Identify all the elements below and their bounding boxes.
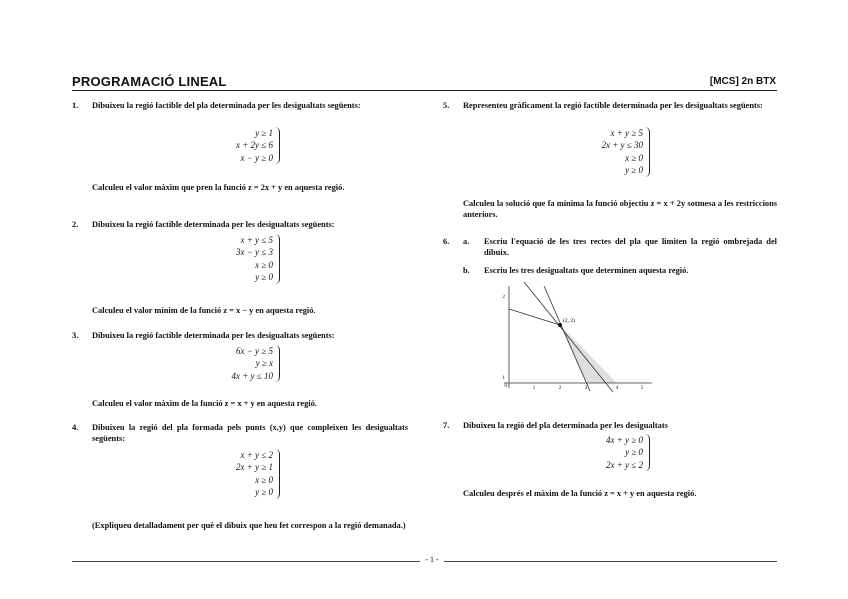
problem-6b-text: Escriu les tres desigualtats que determinen aquesta regió.: [484, 266, 689, 275]
problem-7-number: 7.: [443, 421, 450, 430]
inequality: 3x − y ≤ 3: [235, 247, 273, 258]
problem-2-system: [200, 234, 280, 284]
x-tick-label: 2: [558, 386, 562, 391]
problem-1-system: [200, 127, 280, 164]
problem-6-graph: [490, 282, 656, 394]
problem-4-number: 4.: [72, 423, 79, 432]
y-tick-label: 1: [502, 376, 505, 381]
line-left: [544, 286, 590, 391]
problem-5-question: Calculeu la solució que fa mínima la funció objectiu z = x + 2y sotmesa a les restriccions anteriors.: [463, 199, 777, 219]
problem-5-text: Representeu gràficament la regió factible determinada per les desigualtats següents:: [463, 101, 763, 110]
problem-1-number: 1.: [72, 101, 79, 110]
problem-4-system: [200, 449, 280, 499]
problem-5-number: 5.: [443, 101, 450, 110]
inequality: x ≥ 0: [625, 152, 643, 163]
inequality: y ≥ 0: [255, 272, 273, 283]
page-number: - 1 -: [425, 555, 439, 564]
inequality: 4x + y ≥ 0: [605, 435, 643, 445]
inequality: 2x + y ≤ 30: [601, 140, 643, 151]
problem-3-system: [200, 345, 280, 382]
inequality: x − y ≥ 0: [240, 152, 273, 163]
problem-3-question: Calculeu el valor màxim de la funció z = x + y en aquesta regió.: [92, 399, 317, 408]
problem-6-number: 6.: [443, 237, 450, 246]
footer-rule-left: [72, 561, 420, 562]
problem-4-text: Dibuixeu la regió del pla formada pels punts (x,y) que compleixen les desigualtats següents:: [92, 423, 408, 443]
shaded-region: [560, 325, 617, 383]
inequality: x + 2y ≤ 6: [235, 140, 273, 151]
inequality: x ≥ 0: [255, 259, 273, 270]
problem-7-question: Calculeu després el màxim de la funció z = x + y en aquesta regió.: [463, 489, 697, 498]
problem-6b-label: b.: [463, 266, 470, 275]
x-tick-label: 1: [532, 386, 536, 391]
problem-3-number: 3.: [72, 331, 79, 340]
inequality: y ≥ 0: [625, 165, 643, 176]
problem-1-question: Calculeu el valor màxim que pren la funció z = 2x + y en aquesta regió.: [92, 183, 345, 192]
y-tick-label: 2: [502, 295, 505, 300]
x-tick-label: 5: [640, 386, 644, 391]
line-steep: [524, 282, 613, 392]
header-rule: [72, 90, 777, 91]
point-label: (2, 2): [563, 318, 575, 324]
inequality: y ≥ 1: [255, 128, 273, 138]
footer-rule-right: [444, 561, 777, 562]
problem-7-system: [570, 434, 650, 471]
inequality: 4x + y ≤ 10: [231, 370, 273, 381]
inequality: y ≥ 0: [255, 487, 273, 498]
problem-1-text: Dibuixeu la regió factible del pla determinada per les desigualtats següents:: [92, 101, 361, 110]
problem-7-text: Dibuixeu la regió del pla determinada per les desigualtats: [463, 421, 668, 430]
problem-3-text: Dibuixeu la regió factible determinada per les desigualtats següents:: [92, 331, 335, 340]
inequality: y ≥ x: [255, 358, 273, 369]
inequality: x + y ≥ 5: [610, 128, 643, 138]
problem-2-question: Calculeu el valor mínim de la funció z = x − y en aquesta regió.: [92, 306, 316, 315]
problem-5-system: [570, 127, 650, 177]
problem-2-number: 2.: [72, 220, 79, 229]
page-title: PROGRAMACIÓ LINEAL: [72, 74, 227, 89]
problem-6a-text: Escriu l'equació de les tres rectes del pla que limiten la regió ombrejada del dibuix.: [484, 237, 777, 257]
inequality: 2x + y ≥ 1: [235, 462, 273, 473]
x-tick-label: 0: [504, 384, 507, 389]
inequality: y ≥ 0: [625, 447, 643, 458]
problem-6a-label: a.: [463, 237, 470, 246]
inequality: x + y ≤ 5: [240, 235, 273, 245]
inequality: x + y ≤ 2: [240, 450, 273, 460]
inequality: 2x + y ≤ 2: [605, 459, 643, 470]
problem-2-text: Dibuixeu la regió factible determinada per les desigualtats següents:: [92, 220, 335, 229]
x-tick-label: 4: [615, 386, 619, 391]
problem-4-question: (Expliqueu detalladament per què el dibuix que heu fet correspon a la regió demanada.): [92, 521, 406, 530]
x-tick-label: 3: [584, 386, 588, 391]
vertex-point: [558, 323, 562, 327]
inequality: 6x − y ≥ 5: [235, 346, 273, 356]
inequality: x ≥ 0: [255, 474, 273, 485]
course-label: [MCS] 2n BTX: [709, 76, 776, 87]
